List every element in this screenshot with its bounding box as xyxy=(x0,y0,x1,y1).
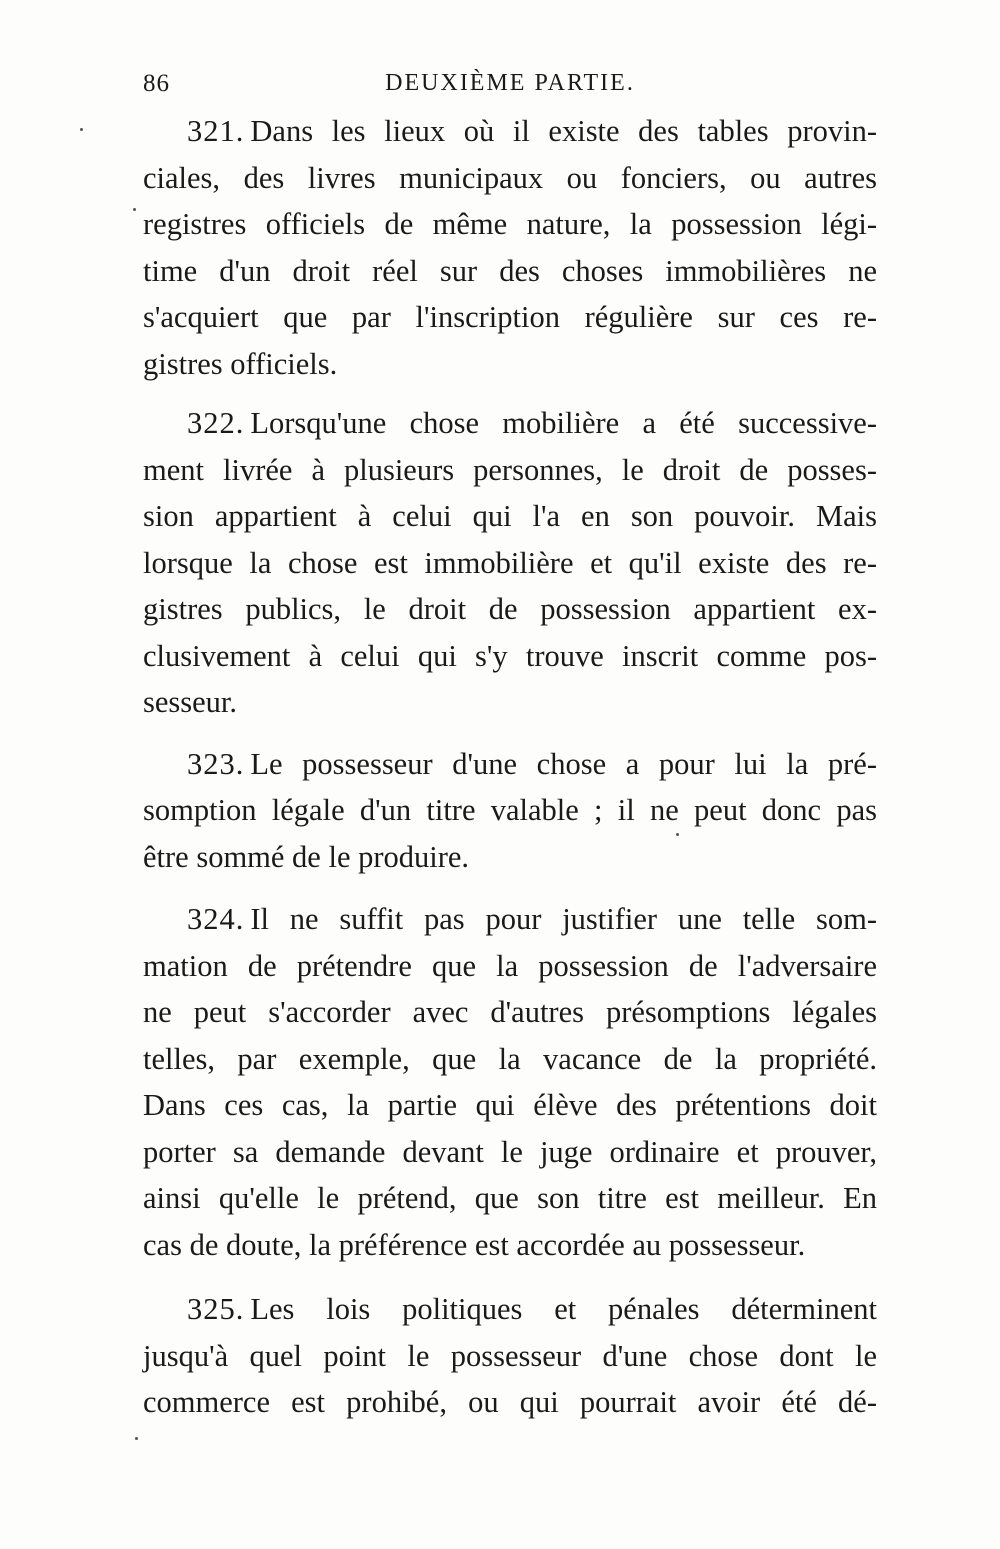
running-title: DEUXIÈME PARTIE. xyxy=(385,70,635,96)
article-number: 324. xyxy=(187,902,245,936)
article-323 xyxy=(143,741,877,881)
article-325 xyxy=(143,1286,877,1426)
text-line: s'acquiert que par l'inscription régulière sur ces re- xyxy=(143,300,877,334)
text-line: jusqu'à quel point le possesseur d'une chose dont le xyxy=(143,1338,877,1373)
text-line: mation de prétendre que la possession de l'adversaire xyxy=(143,948,877,983)
page-number: 86 xyxy=(143,70,170,97)
text-line: lorsque la chose est immobilière et qu'il existe des re- xyxy=(143,545,877,580)
text-line: commerce est prohibé, ou qui pourrait avoir été dé- xyxy=(143,1385,877,1419)
article-number: 325. xyxy=(187,1292,245,1326)
text-line: sesseur. xyxy=(143,685,238,719)
scan-speck xyxy=(135,1437,138,1440)
text-line: porter sa demande devant le juge ordinaire et prouver, xyxy=(143,1134,877,1169)
text-line: 325. Les lois politiques et pénales déterminent xyxy=(187,1292,877,1326)
text-line: ne peut s'accorder avec d'autres présomptions légales xyxy=(143,995,877,1029)
text-line: 324. Il ne suffit pas pour justifier une telle som- xyxy=(187,902,877,936)
text-line: ciales, des livres municipaux ou fonciers, ou autres xyxy=(143,160,877,195)
article-324 xyxy=(143,896,877,1268)
text-line: ment livrée à plusieurs personnes, le droit de posses- xyxy=(143,452,877,487)
text-line: registres officiels de même nature, la possession légi- xyxy=(143,207,877,241)
page-header xyxy=(140,70,880,110)
scan-speck xyxy=(80,128,83,131)
text-line: ainsi qu'elle le prétend, que son titre est meilleur. En xyxy=(143,1181,877,1215)
text-line: être sommé de le produire. xyxy=(143,839,470,874)
article-number: 321. xyxy=(187,114,245,148)
text-line: Dans ces cas, la partie qui élève des prétentions doit xyxy=(143,1088,877,1122)
text-line: telles, par exemple, que la vacance de la propriété. xyxy=(143,1041,877,1076)
text-line: somption légale d'un titre valable ; il ne peut donc pas xyxy=(143,793,877,827)
article-322 xyxy=(143,400,877,726)
text-line: gistres officiels. xyxy=(143,346,338,381)
text-line: gistres publics, le droit de possession appartient ex- xyxy=(143,592,877,626)
text-line: cas de doute, la préférence est accordée au possesseur. xyxy=(143,1227,806,1262)
scan-speck xyxy=(133,208,136,211)
body-text xyxy=(143,108,877,1426)
text-line: 322. Lorsqu'une chose mobilière a été successive- xyxy=(187,406,877,440)
text-line: clusivement à celui qui s'y trouve inscrit comme pos- xyxy=(143,638,877,673)
article-321 xyxy=(143,108,877,387)
text-line: time d'un droit réel sur des choses immobilières ne xyxy=(143,253,877,288)
scan-speck xyxy=(676,833,679,836)
text-line: 323. Le possesseur d'une chose a pour lui la pré- xyxy=(187,746,877,781)
text-line: 321. Dans les lieux où il existe des tables provin- xyxy=(187,114,877,148)
text-line: sion appartient à celui qui l'a en son pouvoir. Mais xyxy=(143,499,877,533)
article-number: 322. xyxy=(187,406,245,440)
article-number: 323. xyxy=(187,746,245,781)
